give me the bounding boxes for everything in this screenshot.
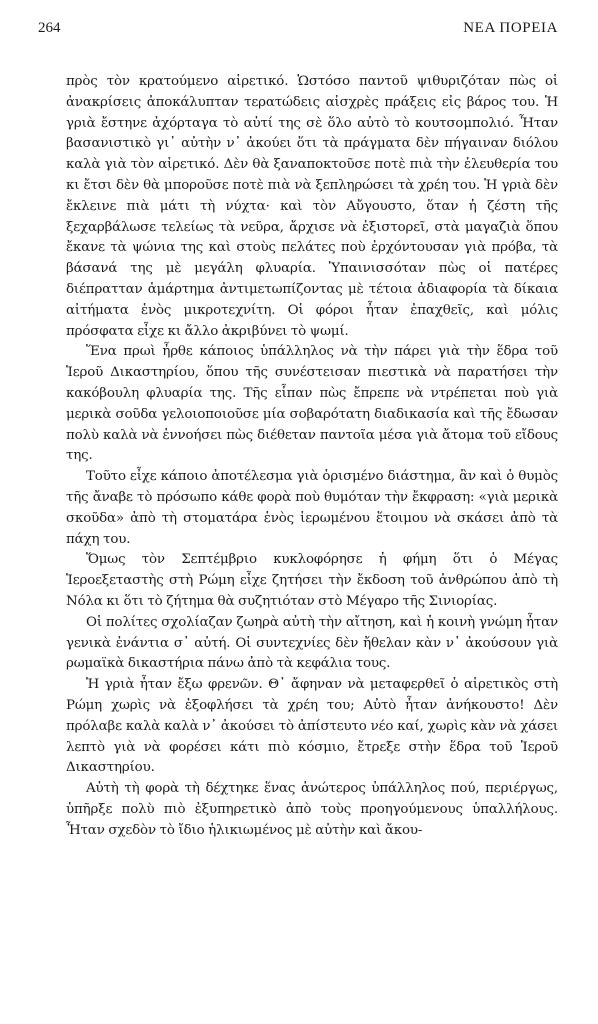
- paragraph: Αὐτὴ τὴ φορὰ τὴ δέχτηκε ἕνας ἀνώτερος ὑπάλληλος πού, περιέργως, ὑπῆρξε πολὺ πιὸ ἐξυπηρετικὸ ἀπὸ τοὺς προηγούμενους ὑπαλλήλους. Ἦταν σχεδὸν τὸ ἴδιο ἡλικιωμένος μὲ αὐτὴν καὶ ἄκου-: [66, 781, 558, 838]
- paragraph: πρὸς τὸν κρατούμενο αἱρετικό. Ὡστόσο παντοῦ ψιθυριζόταν πὼς οἱ ἀνακρίσεις ἀποκάλυπταν τερατώδεις αἰσχρὲς πράξεις εἰς βάρος του. Ἡ γριὰ ἔστηνε ἀχόρταγα τὸ αὐτί της σὲ ὅλο αὐτὸ τὸ κουτσομπολιό. Ἦταν βασανιστικὸ γι᾿ αὐτὴν ν᾿ ἀκούει ὅτι τὰ πράγματα δὲν πήγαιναν διόλου καλὰ γιὰ τὸν αἱρετικό. Δὲν θὰ ξαναποκτοῦσε ποτὲ πιὰ τὴν ἐλευθερία του κι ἔτσι δὲν θὰ μποροῦσε ποτὲ πιὰ νὰ ξεπληρώσει τὰ χρέη του. Ἡ γριὰ δὲν ἔκλεινε πιὰ μάτι τὴ νύχτα· καὶ τὸν Αὔγουστο, ὅταν ἡ ζέστη τῆς ξεχαρβάλωσε τελείως τὰ νεῦρα, ἄρχισε νὰ ἐξιστορεῖ, στὰ μαγαζιὰ ὅπου ἔκανε τὰ ψώνια της καὶ στοὺς πελάτες ποὺ ἐρχόντουσαν γιὰ πρόβα, τὰ βάσανά της μὲ μεγάλη φλυαρία. Ὑπαινισσόταν πὼς οἱ πατέρες διέπρατταν ἁμάρτημα ἀντιμετωπίζοντας μὲ τέτοια ἀδιαφορία τὰ δίκαια αἰτήματα ἑνὸς μικροτεχνίτη. Οἱ φόροι ἦταν ἐπαχθεῖς, καὶ μόλις πρόσφατα εἶχε κι ἄλλο ἀκριβύνει τὸ ψωμί.: [66, 74, 558, 339]
- paragraph: Οἱ πολίτες σχολίαζαν ζωηρὰ αὐτὴ τὴν αἴτηση, καὶ ἡ κοινὴ γνώμη ἦταν γενικὰ ἐνάντια σ᾿ αὐτή. Οἱ συντεχνίες δὲν ἤθελαν κὰν ν᾿ ἀκούσουν γιὰ ρωμαϊκὰ δικαστήρια πάνω ἀπὸ τὰ κεφάλια τους.: [66, 614, 558, 672]
- page-number: 264: [38, 20, 61, 36]
- running-header: [38, 14, 558, 38]
- paragraph: Τοῦτο εἶχε κάποιο ἀποτέλεσμα γιὰ ὁρισμένο διάστημα, ἂν καὶ ὁ θυμὸς τῆς ἄναβε τὸ πρόσωπο κάθε φορὰ ποὺ θυμόταν τὴν ἔκφραση: «γιὰ μερικὰ σκοῦδα» ἀπὸ τὴ στοματάρα ἑνὸς ἱερωμένου ἕτοιμου νὰ σκάσει ἀπὸ τὰ πάχη του.: [66, 469, 558, 547]
- paragraph: Ἡ γριὰ ἦταν ἔξω φρενῶν. Θ᾿ ἄφηναν νὰ μεταφερθεῖ ὁ αἱρετικὸς στὴ Ρώμη χωρὶς νὰ ἐξοφλήσει τὰ χρέη του; Αὐτὸ ἦταν ἀνήκουστο! Δὲν πρόλαβε καλὰ καλὰ ν᾿ ἀκούσει τὸ ἀπίστευτο νέο καί, χωρὶς κὰν νὰ χάσει λεπτὸ γιὰ νὰ φορέσει κάτι πιὸ κόσμιο, ἔτρεξε στὴν ἕδρα τοῦ Ἱεροῦ Δικαστηρίου.: [66, 677, 558, 776]
- running-title: ΝΕΑ ΠΟΡΕΙΑ: [463, 20, 558, 36]
- paragraph: Ἕνα πρωὶ ἦρθε κάποιος ὑπάλληλος νὰ τὴν πάρει γιὰ τὴν ἕδρα τοῦ Ἱεροῦ Δικαστηρίου, ὅπου τῆς συνέστεισαν πιεστικὰ νὰ παρατήσει τὴν κακόβουλη φλυαρία της. Τῆς εἶπαν πὼς ἔπρεπε νὰ ντρέπεται ποὺ γιὰ μερικὰ σοῦδα γελοιοποιοῦσε μία σοβαρότατη διαδικασία καὶ τῆς ἔδωσαν πολὺ καλὰ νὰ ἐννοήσει πὼς διέθεταν παντοῖα μέσα γιὰ ἄτομα τοῦ εἴδους της.: [66, 344, 558, 464]
- paragraph: Ὅμως τὸν Σεπτέμβριο κυκλοφόρησε ἡ φήμη ὅτι ὁ Μέγας Ἱεροεξεταστὴς στὴ Ρώμη εἶχε ζητήσει τὴν ἔκδοση τοῦ ἀνθρώπου ἀπὸ τὴ Νόλα κι ὅτι τὸ ζήτημα θὰ συζητιόταν στὸ Μέγαρο τῆς Σινιορίας.: [66, 552, 558, 609]
- body-text: [66, 72, 558, 841]
